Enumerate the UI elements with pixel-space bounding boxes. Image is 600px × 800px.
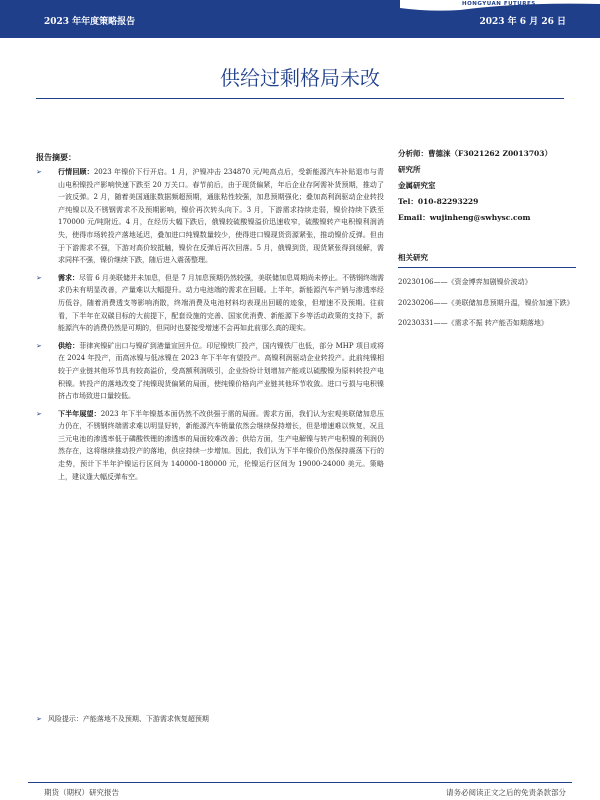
risk-warning (36, 714, 209, 724)
analyst-department: 金属研究室 (398, 181, 436, 190)
analyst-email[interactable]: Email：wujinheng@swhysc.com (398, 213, 531, 222)
analyst-name: 分析师：曹德涞（F3021262 Z0013703） (398, 149, 552, 158)
summary-body (36, 166, 384, 483)
arrow-bullet-icon: ➢ (36, 273, 42, 282)
footer-disclaimer: 请务必阅读正文之后的免责条款部分 (446, 788, 566, 797)
paragraph-demand (36, 272, 384, 335)
arrow-bullet-icon: ➢ (36, 715, 42, 723)
paragraph-review (36, 166, 384, 267)
sidebar (398, 146, 576, 338)
risk-text: 风险提示：产能落地不及预期、下游需求恢复超预期 (47, 715, 209, 723)
report-date: 2023 年 6 月 26 日 (479, 17, 566, 27)
related-item[interactable]: 20230106——《资金博弈加剧镍价波动》 (398, 278, 532, 286)
analyst-phone: Tel：010-82293229 (398, 197, 479, 206)
paragraph-text: 菲律宾镍矿出口与镍矿到港量宣回升位。印尼镍铁厂投产，国内镍铁厂也低，部分 MHP 项目或将在 2024 年投产，而高冰镍与低冰镍在 2023 年下半年有望投产。高镍利润驱动企业转投产。此前纯镍相较于产业链其他环节具有较高溢价，受高额利润吸引，企业纷纷计划增加产能或以硫酸镍为原料转投产电积镍。转投产的落地改变了纯镍现货偏紧的局面，使纯镍价格向产业链其他环节收敛。进口亏损与电积镍挤占市场致进口量较低。 (58, 341, 385, 401)
logo-text: HONGYUAN FUTURES (462, 1, 536, 7)
report-type: 2023 年年度策略报告 (44, 17, 136, 27)
paragraph-text: 2023 年镍价下行开启。1 月，沪镍冲击 234870 元/吨高点后，受新能源汽车补贴退市与青山电积镍投产影响快速下跌至 20 万关口。春节前后，由于现货偏紧，年后企业存阿需补货预期，推动了一波反弹。2 月，随着美国通胀数据频超预期，通胀粘性较强，加息预期强化；叠加高利润驱动企业转投产纯镍以及不锈钢需求不及预期影响，镍价再次转头向下。3 月，下游需求持续走弱，镍价持续下跌至 170000 元/吨附近。4 月，在经历大幅下跌后，俄镍较硫酸镍溢价迅速收窄，硫酸镍转产电积镍利润消失，使得市场转投产落地延迟，叠加进口纯镍数量较少，使得进口镍现货资源紧张，推动镍价反弹。但由于下游需求不强，下游对高价较抵触，镍价在反弹后再次回落。5 月，俄镍到货，现货紧张得到缓解，需求同样不强，镍价继续下跌，随后进入震荡整理。 (58, 168, 385, 265)
arrow-bullet-icon: ➢ (36, 409, 42, 418)
paragraph-outlook (36, 408, 384, 484)
title-divider (36, 98, 564, 99)
paragraph-lead: 下半年展望： (58, 408, 101, 418)
footer-divider (28, 782, 572, 783)
paragraph-text: 尽管 6 月美联储并未加息，但是 7 月加息预期仍然较强，美联储加息周期尚未停止。不锈钢终端需求仍未有明显改善，产量难以大幅提升。动力电池端的需求在回暖。上半年，新能源汽车产销与渗透率经历低谷，随着消费透支等影响消散，终端消费及电池材料均表现出回暖的迹象，但增速不及预期。往前看，下半年在双碳目标的大前提下，配套设施的完善、国家优消费、新能源下乡等活动政策的支持下，新能源汽车的消费仍然是可期的，但同时也要接受增速不会再如此前那么高的现实。 (58, 273, 384, 333)
related-item[interactable]: 20230331——《需求不振 转产能否如期落地》 (398, 319, 548, 327)
footer-left: 期货（期权）研究报告 (44, 788, 119, 797)
related-divider (398, 267, 576, 268)
related-item[interactable]: 20230206——《美联储加息预期升温，镍价加速下跌》 (398, 298, 574, 307)
related-research-title: 相关研究 (398, 253, 428, 262)
arrow-bullet-icon: ➢ (36, 168, 42, 176)
summary-heading: 报告摘要： (36, 152, 76, 162)
page-title: 供给过剩格局未改 (220, 66, 380, 90)
paragraph-lead: 行情回顾： (58, 167, 94, 176)
arrow-bullet-icon: ➢ (36, 341, 42, 350)
analyst-institute: 研究所 (398, 165, 421, 174)
paragraph-lead: 需求： (58, 272, 80, 282)
paragraph-supply (36, 340, 384, 403)
paragraph-lead: 供给： (58, 340, 80, 350)
paragraph-text: 2023 年下半年镍基本面仍然不改供强于需的局面。需求方面，我们认为宏观美联储加息压力仍在，不锈钢终端需求难以明显好转，新能源汽车销量依然会继续保持增长，但是增速难以恢复，况且三元电池的渗透率低于磷酸铁锂的渗透率的局面较难改善；供给方面，生产电解镍与转产电积镍的利润仍然存在，这将继续推动投产的落地，供应持续一步增加。因此，我们认为下半年镍价仍然保持震荡下行的走势，预计下半年沪镍运行区间为 140000-180000 元，伦镍运行区间为 19000-24000 美元。策略上，建议逢大幅反弹布空。 (58, 409, 385, 481)
